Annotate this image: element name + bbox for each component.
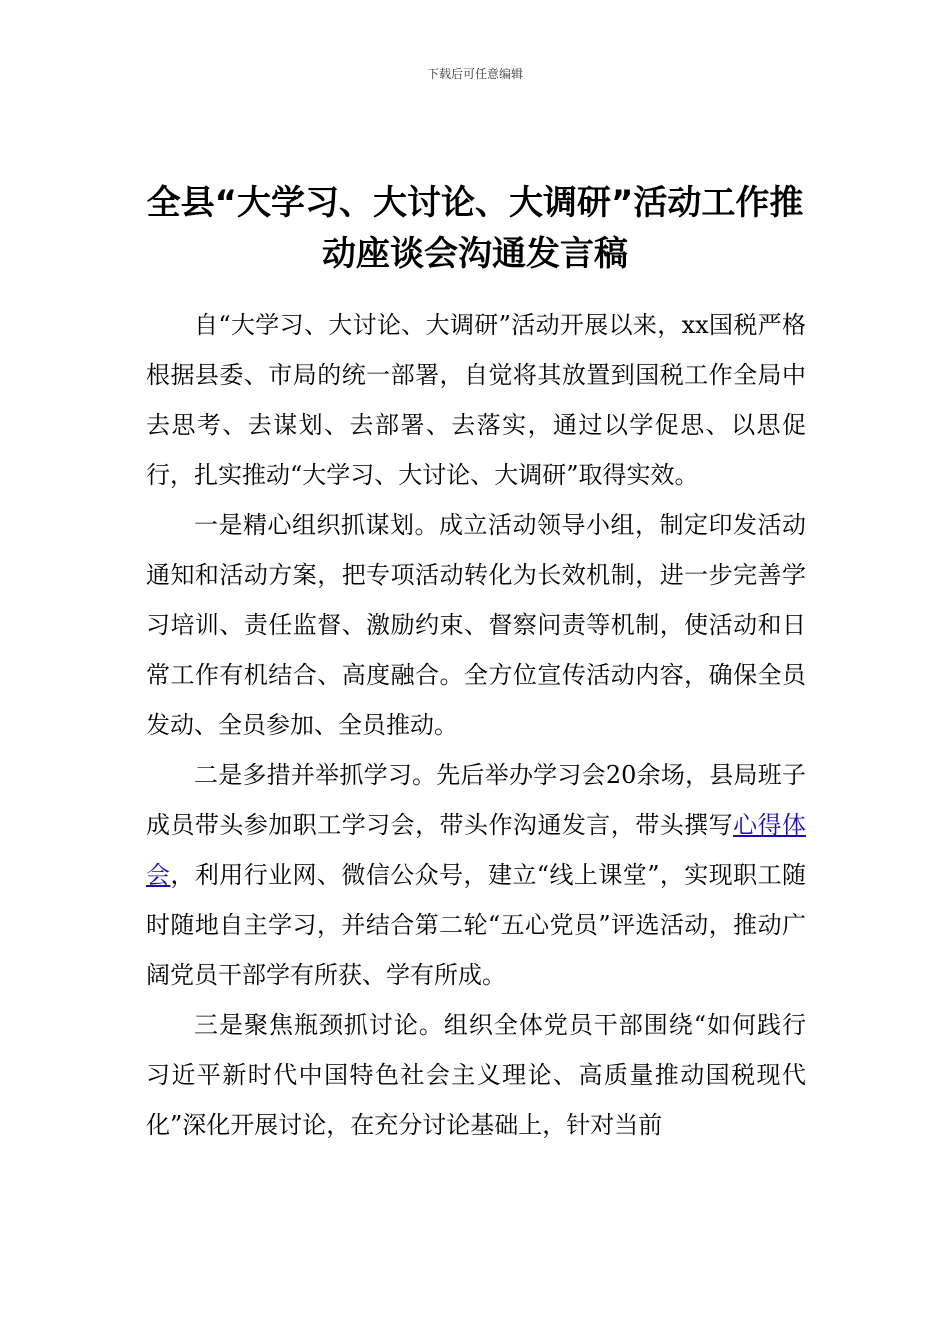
paragraph-study: [146, 750, 806, 1000]
paragraph-study-after: ，利用行业网、微信公众号，建立“线上课堂”，实现职工随时随地自主学习，并结合第二轮“五心党员”评选活动，推动广阔党员干部学有所获、学有所成。: [146, 861, 807, 989]
page-header: 下载后可任意编辑: [426, 67, 523, 81]
document-body: [146, 300, 806, 1150]
paragraph-organize: 一是精心组织抓谋划。成立活动领导小组，制定印发活动通知和活动方案，把专项活动转化为长效机制，进一步完善学习培训、责任监督、激励约束、督察问责等机制，使活动和日常工作有机结合、高度融合。全方位宣传活动内容，确保全员发动、全员参加、全员推动。: [146, 511, 806, 739]
paragraph-intro: 自“大学习、大讨论、大调研”活动开展以来，xx国税严格根据县委、市局的统一部署，自觉将其放置到国税工作全局中去思考、去谋划、去部署、去落实，通过以学促思、以思促行，扎实推动“大学习、大讨论、大调研”取得实效。: [146, 311, 806, 489]
experience-link[interactable]: 心得体会: [146, 811, 807, 889]
document-title: 全县“大学习、大讨论、大调研”活动工作推动座谈会沟通发言稿: [146, 183, 804, 274]
paragraph-study-before: 二是多措并举抓学习。先后举办学习会20余场，县局班子成员带头参加职工学习会，带头作沟通发言，带头撰写: [146, 761, 806, 839]
paragraph-discussion: 三是聚焦瓶颈抓讨论。组织全体党员干部围绕“如何践行习近平新时代中国特色社会主义理论、高质量推动国税现代化”深化开展讨论，在充分讨论基础上，针对当前: [146, 1011, 806, 1139]
